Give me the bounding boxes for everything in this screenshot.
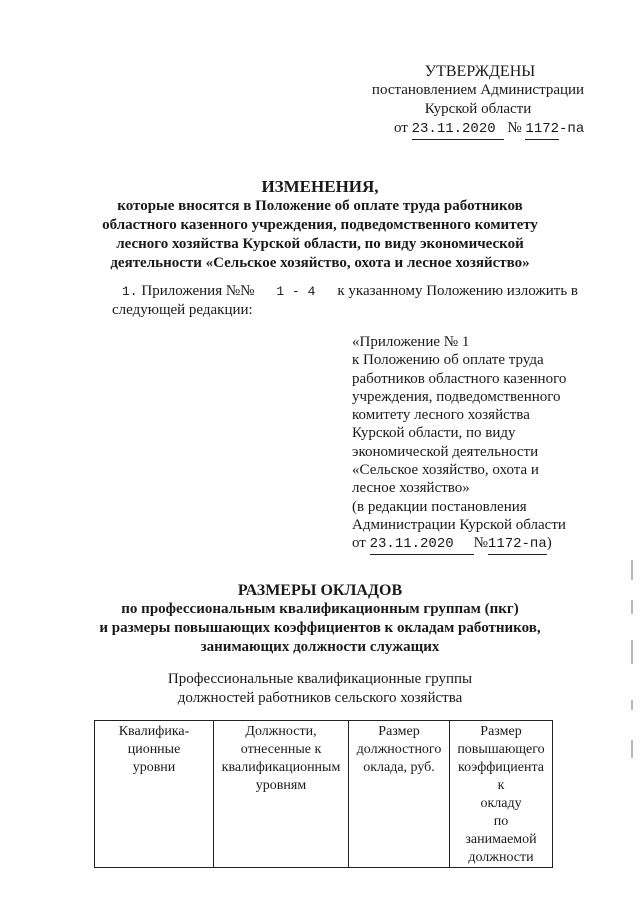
salary-table <box>94 720 553 868</box>
approval-date-line <box>358 119 598 140</box>
cell-line: к <box>497 778 505 793</box>
cell-line: уровням <box>255 778 307 793</box>
approval-number: 1172 <box>525 120 559 140</box>
header-cell-salary <box>349 721 450 868</box>
annex-block <box>352 333 582 555</box>
annex-line: экономической деятельности <box>352 443 539 460</box>
sizes-title: РАЗМЕРЫ ОКЛАДОВ <box>237 582 403 599</box>
approval-date-prefix: от <box>394 120 408 136</box>
cell-line: оклада, руб. <box>363 760 435 775</box>
paragraph-line-2: следующей редакции: <box>112 302 253 318</box>
scan-mark <box>631 640 633 664</box>
approval-line-1: постановлением Администрации <box>371 82 585 98</box>
header-cell-coefficient <box>450 721 553 868</box>
changes-line-3: лесного хозяйства Курской области, по виду экономической <box>116 236 524 252</box>
annex-line: работников областного казенного <box>352 370 567 387</box>
approval-number-suffix: -па <box>559 121 585 137</box>
scan-mark <box>631 740 633 758</box>
cell-line: Размер <box>480 724 522 739</box>
scan-mark <box>631 560 633 580</box>
changes-line-2: областного казенного учреждения, подведомственного комитету <box>102 217 538 233</box>
sizes-line-1: по профессиональным квалификационным группам (пкг) <box>121 601 519 617</box>
sizes-line-3: занимающих должности служащих <box>200 639 440 655</box>
approval-title: УТВЕРЖДЕНЫ <box>424 63 536 80</box>
cell-line: ционные <box>127 742 181 757</box>
cell-line: Квалифика- <box>118 724 190 739</box>
cell-line: занимаемой <box>465 832 537 847</box>
annex-line: «Сельское хозяйство, охота и <box>352 462 539 479</box>
scan-mark <box>631 600 633 614</box>
cell-line: Должности, <box>245 724 317 739</box>
paragraph-text-2: к указанному Положению изложить в <box>337 283 578 299</box>
changes-title: ИЗМЕНЕНИЯ, <box>261 177 379 196</box>
annex-line: комитету лесного хозяйства <box>352 407 530 424</box>
annex-line: (в редакции постановления <box>352 498 527 515</box>
changes-line-1: которые вносятся в Положение об оплате труда работников <box>117 198 523 214</box>
paragraph-text-1: Приложения №№ <box>141 283 255 299</box>
annex-line: к Положению об оплате труда <box>352 352 544 369</box>
paragraph-line-1 <box>112 282 578 301</box>
annex-line: лесное хозяйство» <box>352 480 470 497</box>
sizes-line-2: и размеры повышающих коэффициентов к окладам работников, <box>99 620 541 636</box>
groups-line-1: Профессиональные квалификационные группы <box>167 671 473 687</box>
groups-subtitle <box>100 670 540 708</box>
cell-line: уровни <box>132 760 176 775</box>
annex-num-prefix: № <box>473 535 488 552</box>
cell-line: отнесенные к <box>240 742 322 757</box>
approval-date: 23.11.2020 <box>412 120 504 140</box>
cell-line: квалификационным <box>221 760 341 775</box>
table-header-row <box>95 721 553 868</box>
cell-line: коэффициента <box>458 760 544 775</box>
paragraph-range: 1 - 4 <box>276 284 316 299</box>
cell-line: окладу <box>480 796 522 811</box>
annex-line: «Приложение № 1 <box>352 334 470 350</box>
annex-line: Администрации Курской области <box>352 516 566 533</box>
sizes-heading <box>80 581 560 657</box>
annex-date: 23.11.2020 <box>370 535 474 554</box>
approval-line-2: Курской области <box>424 101 532 117</box>
cell-line: Размер <box>378 724 420 739</box>
changes-line-4: деятельности «Сельское хозяйство, охота и лесное хозяйство» <box>110 255 530 271</box>
approval-block <box>358 62 598 140</box>
cell-line: должностного <box>356 742 442 757</box>
cell-line: должности <box>468 850 534 865</box>
header-cell-positions <box>214 721 349 868</box>
cell-line: повышающего <box>457 742 545 757</box>
annex-close: ) <box>546 535 552 552</box>
annex-line: учреждения, подведомственного <box>352 388 561 405</box>
scan-mark <box>631 700 633 710</box>
approval-num-prefix: № <box>507 120 522 136</box>
cell-line: по <box>493 814 509 829</box>
annex-number: 1172-па <box>488 535 547 554</box>
paragraph-1 <box>112 282 578 320</box>
groups-line-2: должностей работников сельского хозяйства <box>177 690 463 706</box>
header-cell-levels <box>95 721 214 868</box>
annex-date-prefix: от <box>352 535 366 552</box>
annex-line: Курской области, по виду <box>352 425 516 442</box>
changes-heading <box>80 176 560 273</box>
annex-date-line <box>352 534 582 554</box>
paragraph-number: 1. <box>122 284 138 299</box>
